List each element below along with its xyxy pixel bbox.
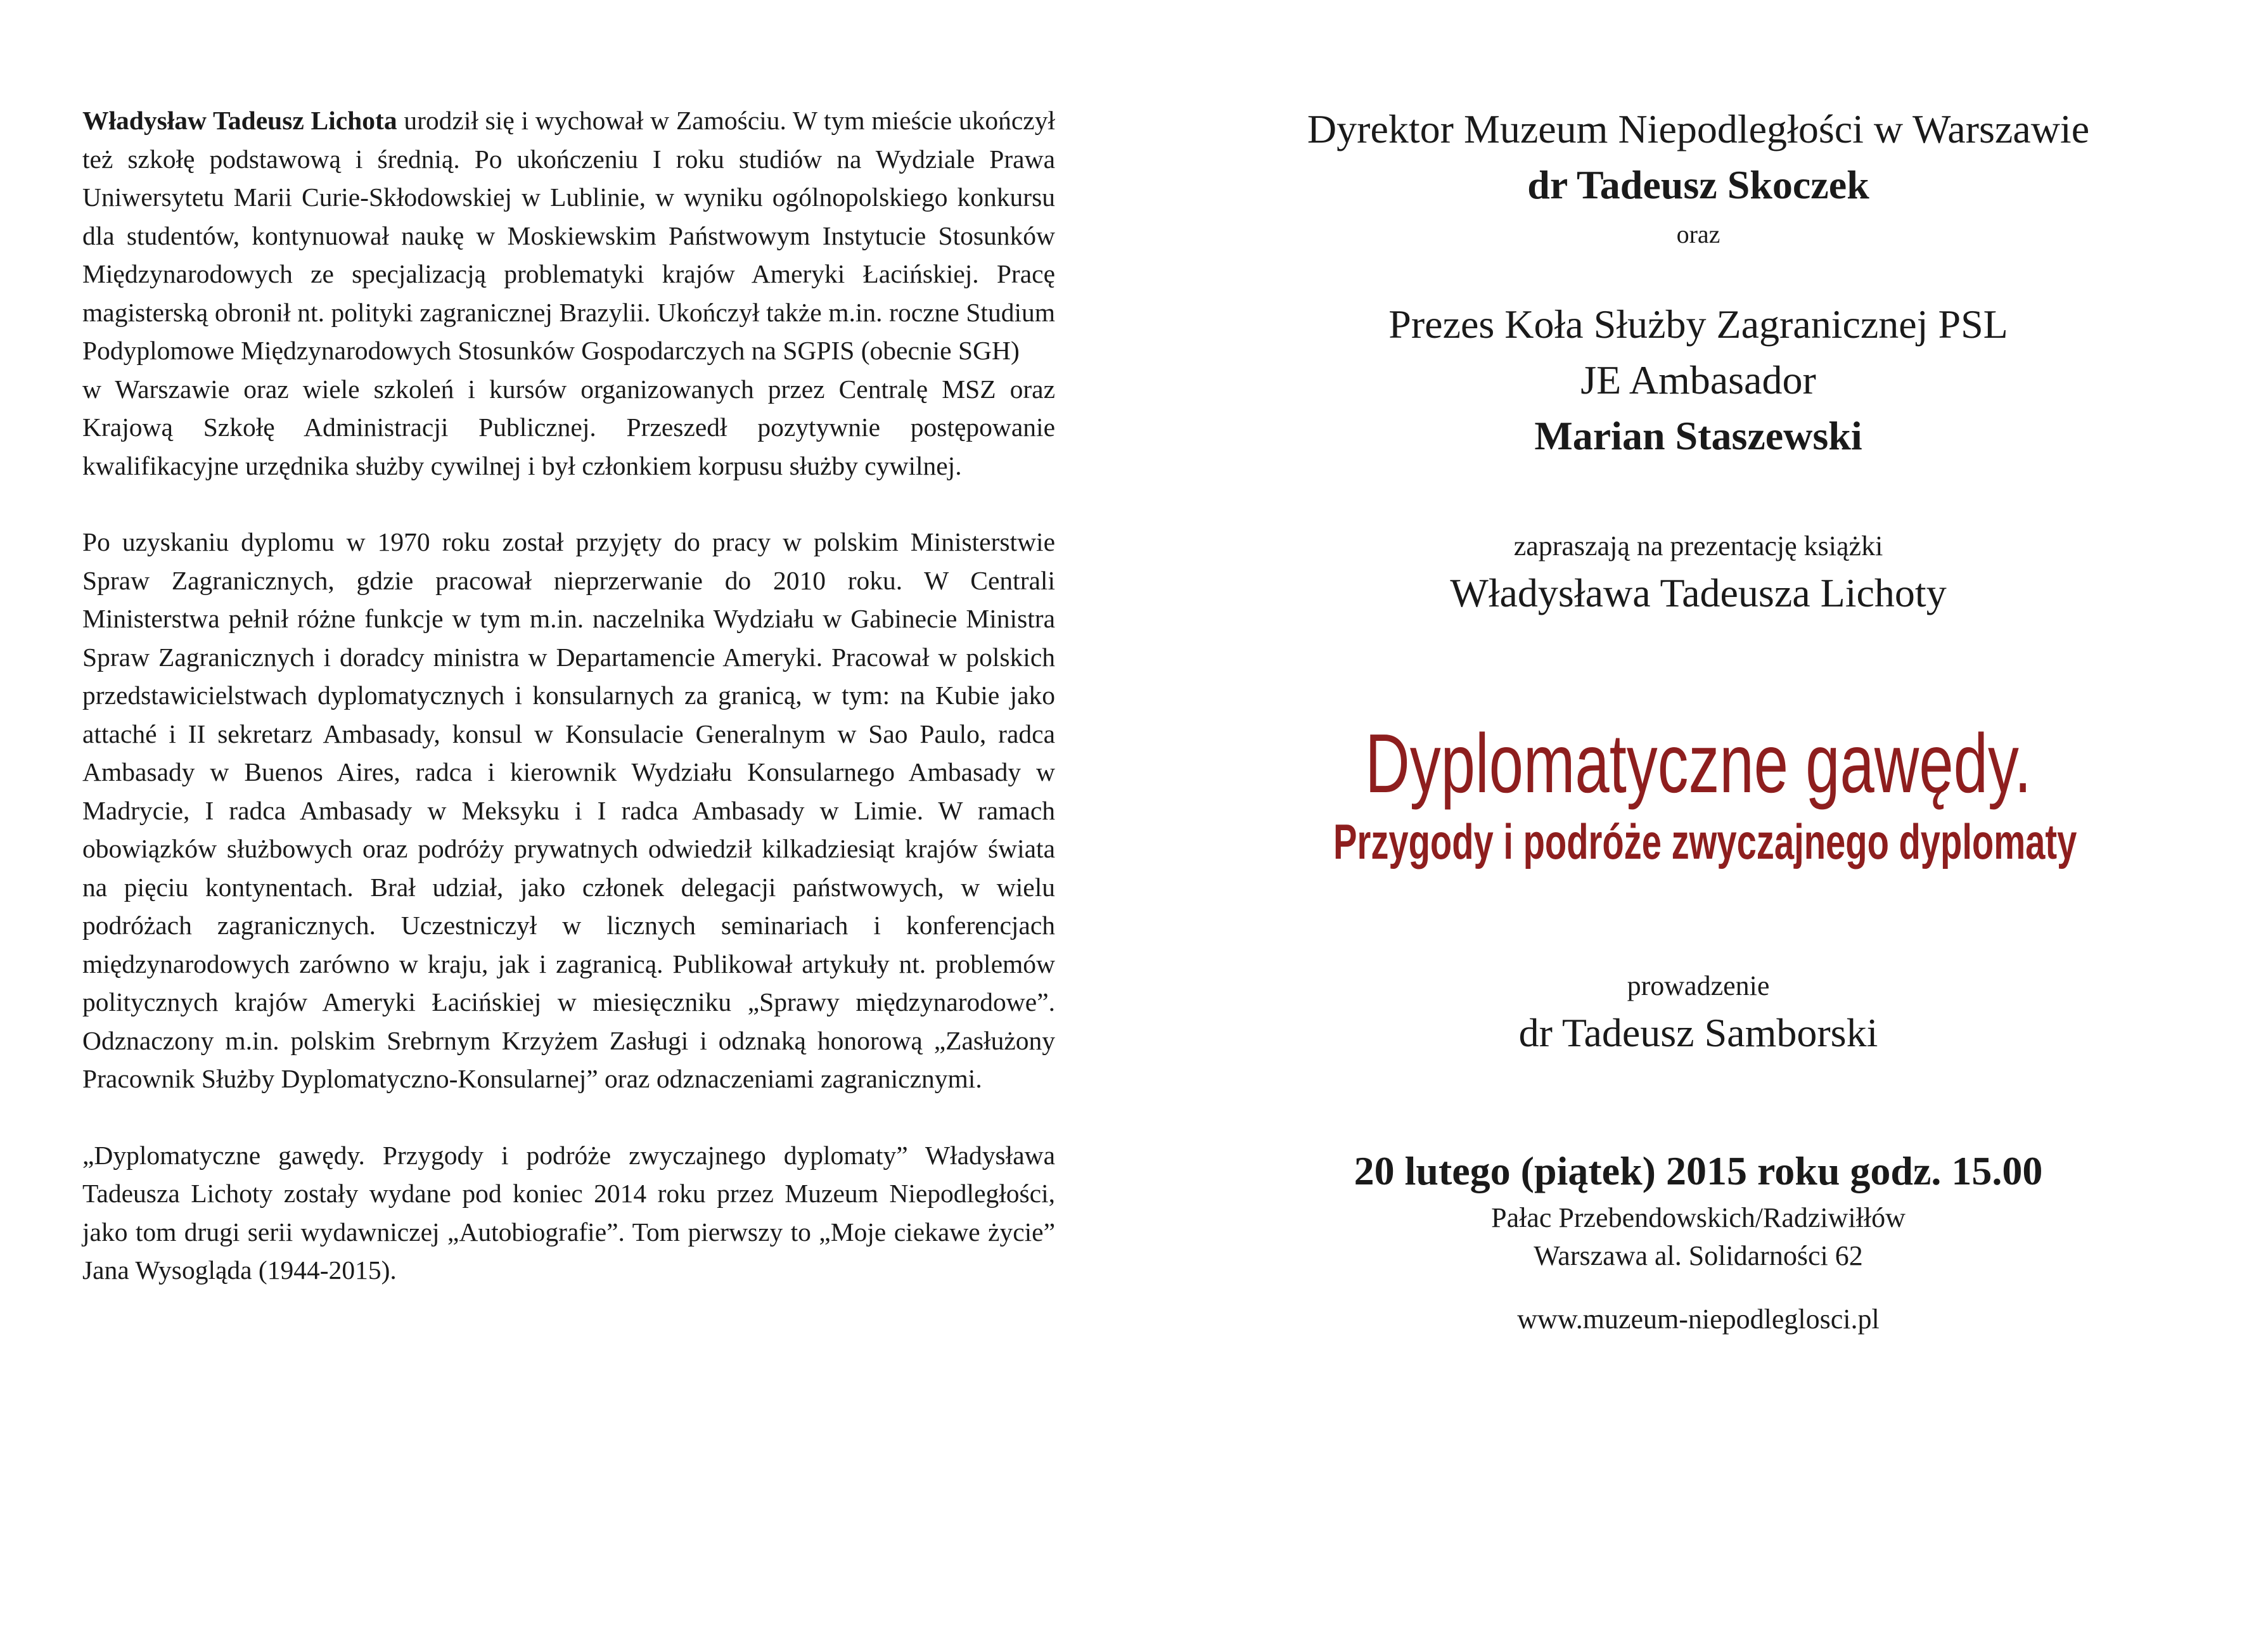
biography-paragraph-1b: w Warszawie oraz wiele szkoleń i kursów organizowanych przez Centralę MSZ oraz Krajową Szkołę Administracji Publicznej. Przeszedł pozytywnie postępowanie kwalifikacyjne urzędnika służby cywilnej i był członkiem korpusu służby cywilnej. bbox=[82, 374, 1055, 480]
moderation-label: prowadzenie bbox=[1627, 970, 1770, 1001]
co-host-name: Marian Staszewski bbox=[1534, 413, 1862, 458]
co-host-rank: JE Ambasador bbox=[1580, 357, 1816, 402]
book-subtitle: Przygody i podróże zwyczajnego dyplomaty bbox=[1333, 814, 2077, 869]
co-host-title: Prezes Koła Służby Zagranicznej PSL bbox=[1388, 302, 2008, 347]
biography-column bbox=[82, 101, 1055, 1290]
invitation-text: zapraszają na prezentację książki bbox=[1513, 530, 1883, 561]
publication-paragraph: „Dyplomatyczne gawędy. Przygody i podróże zwyczajnego dyplomaty” Władysława Tadeusza Lichoty zostały wydane pod koniec 2014 roku przez Muzeum Niepodległości, jako tom drugi serii wydawniczej „Autobiografie”. Tom pierwszy to „Moje ciekawe życie” Jana Wysogląda (1944-2015). bbox=[82, 1140, 1055, 1285]
host-title: Dyrektor Muzeum Niepodległości w Warszawie bbox=[1307, 106, 2090, 151]
moderator-name: dr Tadeusz Samborski bbox=[1518, 1010, 1878, 1055]
biography-paragraph-1 bbox=[82, 101, 1055, 370]
book-author: Władysława Tadeusza Lichoty bbox=[1450, 570, 1947, 615]
event-address: Warszawa al. Solidarności 62 bbox=[1534, 1240, 1863, 1271]
conjunction: oraz bbox=[1676, 220, 1720, 248]
biography-text-1: urodził się i wychował w Zamościu. W tym mieście ukończył też szkołę podstawową i średnią. Po ukończeniu I roku studiów na Wydziale Prawa Uniwersytetu Marii Curie-Skłodowskiej w Lublinie, w wyniku ogólnopolskiego konkursu dla studentów, kontynuował naukę w Moskiewskim Państwowym Instytucie Stosunków Międzynarodowych ze specjalizacją problematyki krajów Ameryki Łacińskiej. Pracę magisterską obronił nt. polityki zagranicznej Brazylii. Ukończył także m.in. roczne Studium Podyplomowe Międzynarodowych Stosunków Gospodarczych na SGPIS (obecnie SGH) bbox=[82, 106, 1055, 365]
invitation-column bbox=[1191, 101, 2205, 1338]
author-name-bold: Władysław Tadeusz Lichota bbox=[82, 106, 397, 135]
event-venue: Pałac Przebendowskich/Radziwiłłów bbox=[1491, 1202, 1906, 1233]
event-date: 20 lutego (piątek) 2015 roku godz. 15.00 bbox=[1354, 1148, 2043, 1193]
book-title: Dyplomatyczne gawędy. bbox=[1365, 717, 2032, 810]
biography-paragraph-2: Po uzyskaniu dyplomu w 1970 roku został przyjęty do pracy w polskim Ministerstwie Spraw Zagranicznych, gdzie pracował nieprzerwanie do 2010 roku. W Centrali Ministerstwa pełnił różne funkcje w tym m.in. naczelnika Wydziału w Gabinecie Ministra Spraw Zagranicznych i doradcy ministra w Departamencie Ameryki. Pracował w polskich przedstawicielstwach dyplomatycznych i konsularnych za granicą, w tym: na Kubie jako attaché i II sekretarz Ambasady, konsul w Konsulacie Generalnym w Sao Paulo, radca Ambasady w Buenos Aires, radca i kierownik Wydziału Konsularnego Ambasady w Madrycie, I radca Ambasady w Meksyku i I radca Ambasady w Limie. W ramach obowiązków służbowych oraz podróży prywatnych odwiedził kilkadziesiąt krajów świata na pięciu kontynentach. Brał udział, jako członek delegacji państwowych, w wielu podróżach zagranicznych. Uczestniczył w licznych seminariach i konferencjach międzynarodowych zarówno w kraju, jak i zagranicą. Publikował artykuły nt. problemów politycznych krajów Ameryki Łacińskiej w miesięczniku „Sprawy międzynarodowe”. Odznaczony m.in. polskim Srebrnym Krzyżem Zasługi i odznaką honorową „Zasłużony Pracownik Służby Dyplomatyczno-Konsularnej” oraz odznaczeniami zagranicznymi. bbox=[82, 527, 1055, 1093]
host-name: dr Tadeusz Skoczek bbox=[1527, 162, 1869, 207]
website-link[interactable]: www.muzeum-niepodleglosci.pl bbox=[1517, 1304, 1880, 1335]
